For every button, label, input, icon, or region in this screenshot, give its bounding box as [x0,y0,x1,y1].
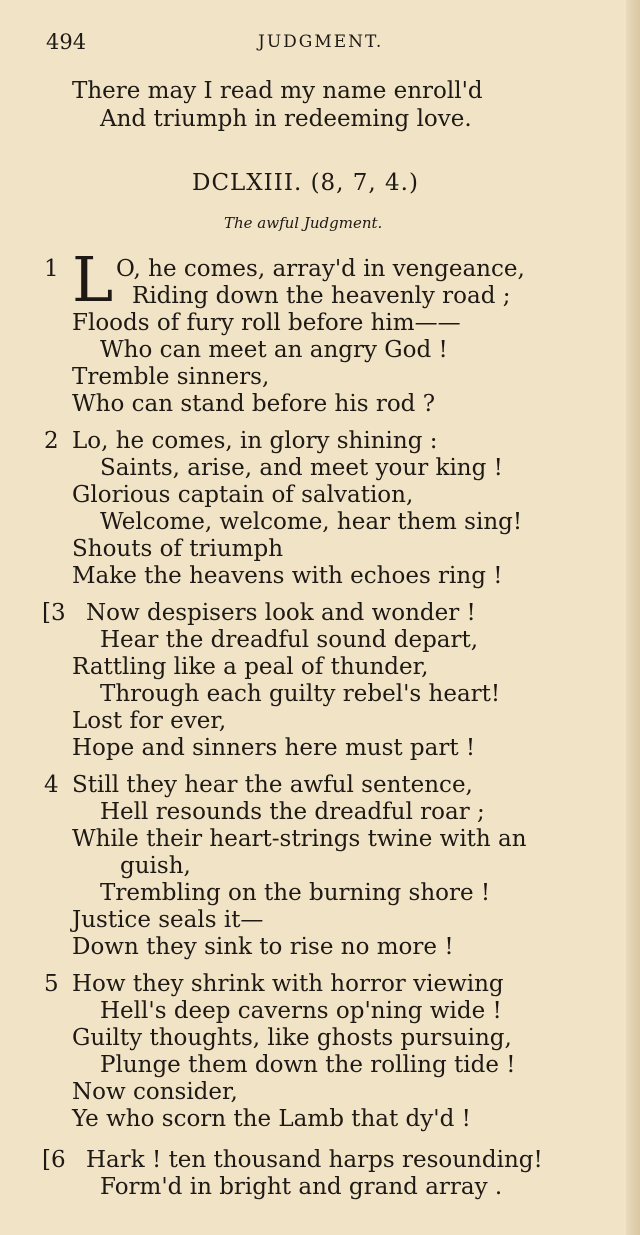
continuation-line: There may I read my name enroll'd [72,78,483,104]
verse-line: Lo, he comes, in glory shining : [72,428,438,454]
verse-line: Hell resounds the dreadful roar ; [100,799,485,825]
verse-line: Ye who scorn the Lamb that dy'd ! [72,1106,471,1132]
verse-line: Through each guilty rebel's heart! [100,681,501,707]
verse-line: Tremble sinners, [72,364,270,390]
stanza-number: 5 [44,971,59,997]
verse-line: O, he comes, array'd in vengeance, [116,256,525,282]
verse-line: Now despisers look and wonder ! [86,600,476,626]
verse-line: Justice seals it— [72,907,264,933]
verse-line: Form'd in bright and grand array . [100,1174,503,1200]
continuation-line: And triumph in redeeming love. [100,106,472,132]
verse-line: Rattling like a peal of thunder, [72,654,429,680]
verse-line: How they shrink with horror viewing [72,971,504,997]
page-header [46,30,606,62]
verse-line: Hope and sinners here must part ! [72,735,476,761]
stanza-number: 1 [44,256,59,282]
verse-line: Hell's deep caverns op'ning wide ! [100,998,502,1024]
stanza-number: 4 [44,772,59,798]
verse-line: Guilty thoughts, like ghosts pursuing, [72,1025,512,1051]
verse-line: Make the heavens with echoes ring ! [72,563,503,589]
stanza-number: 2 [44,428,59,454]
verse-line: Plunge them down the rolling tide ! [100,1052,516,1078]
verse-line: Shouts of triumph [72,536,284,562]
drop-cap: L [72,243,114,316]
verse-line: Trembling on the burning shore ! [100,880,491,906]
verse-line: Glorious captain of salvation, [72,482,414,508]
verse-line: Down they sink to rise no more ! [72,934,454,960]
verse-line: While their heart-strings twine with an [72,826,527,852]
verse-line: Floods of fury roll before him—— [72,310,461,336]
stanza-number: [6 [42,1147,66,1173]
verse-line: Welcome, welcome, hear them sing! [100,509,523,535]
verse-line: Saints, arise, and meet your king ! [100,455,503,481]
verse-line: Still they hear the awful sentence, [72,772,473,798]
verse-line: Riding down the heavenly road ; [132,283,511,309]
verse-line: guish, [120,853,191,879]
page-edge [626,0,640,1235]
verse-line: Who can meet an angry God ! [100,337,448,363]
verse-line: Hark ! ten thousand harps resounding! [86,1147,543,1173]
stanza-number: [3 [42,600,66,626]
verse-line: Now consider, [72,1079,238,1105]
verse-line: Hear the dreadful sound depart, [100,627,479,653]
hymn-title: DCLXIII. (8, 7, 4.) [192,170,419,196]
verse-line: Lost for ever, [72,708,227,734]
verse-line: Who can stand before his rod ? [72,391,436,417]
hymn-subtitle: The awful Judgment. [224,214,383,232]
page-number: 494 [46,30,87,54]
running-head: JUDGMENT. [258,32,384,52]
